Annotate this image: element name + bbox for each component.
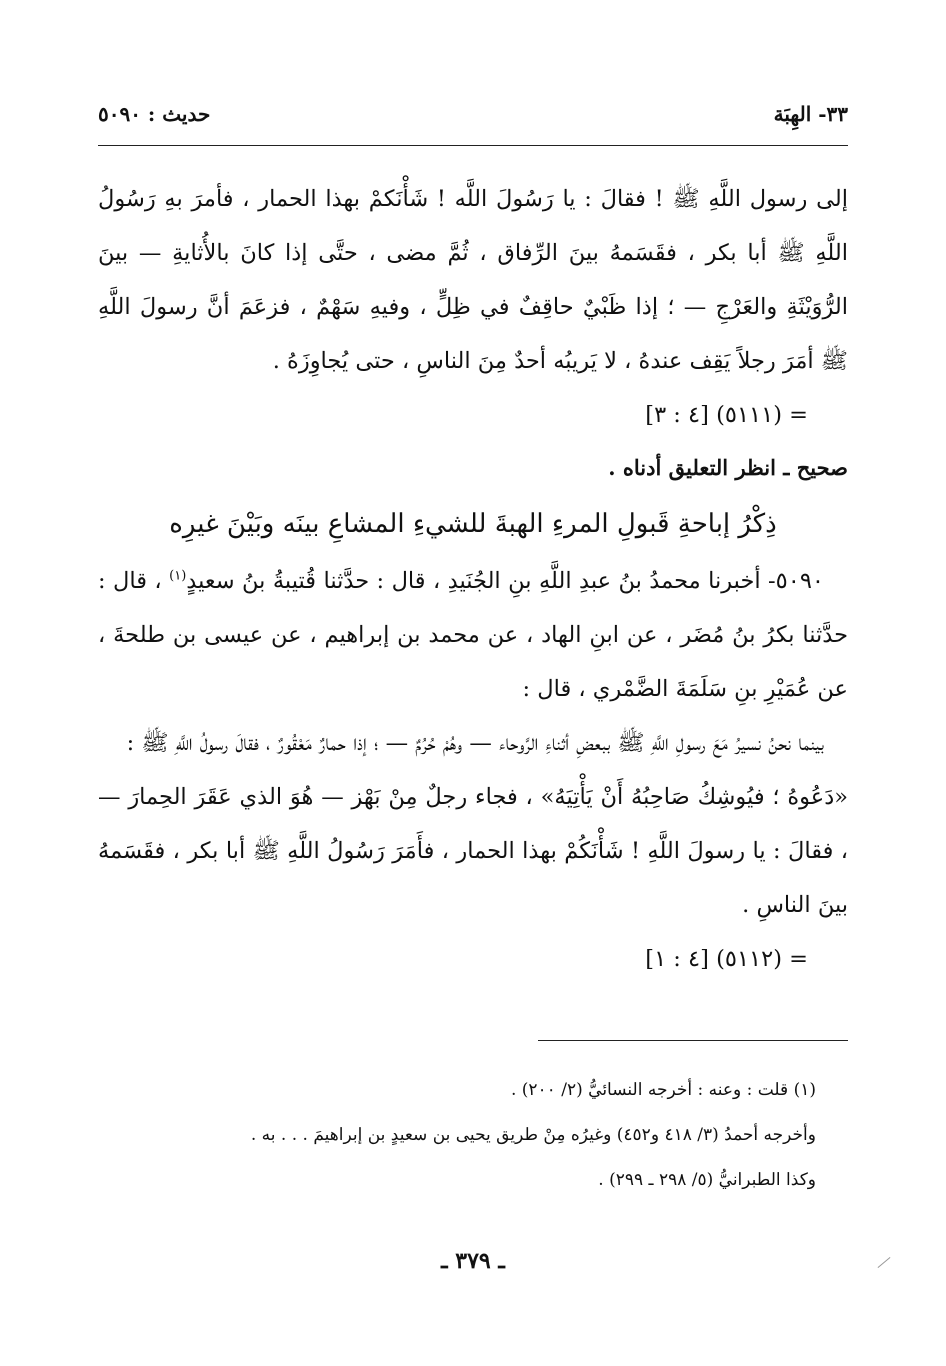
main-text (98, 172, 848, 986)
running-header (98, 98, 848, 138)
header-divider (98, 145, 848, 146)
chapter-heading: ٣٣- الهِبَة (773, 102, 848, 126)
grading-note: صحيح ـ انظر التعليق أدناه . (608, 455, 848, 480)
footnotes (98, 1068, 816, 1203)
section-title: ذِكْرُ إباحةِ قَبولِ المرءِ الهبةَ للشيءِ المشاعِ بينَه وبَيْنَ غيرِه (169, 509, 777, 539)
footnote-divider (538, 1040, 848, 1041)
page-number: ـ ٣٧٩ ـ (441, 1248, 505, 1274)
cross-reference-2-text: = (٥١١٢) [٤ : ١] (645, 946, 808, 972)
footnote-line-1: (١) قلت : وعنه : أخرجه النسائيُّ (٢/ ٢٠٠) . (510, 1080, 816, 1100)
isnad-paragraph (98, 554, 848, 716)
hadith-continuation-paragraph: إلى رسول اللَّهِ ﷺ ! فقالَ : يا رَسُولَ اللَّه ! شَأْنَكمْ بهذا الحمار ، فأمرَ بهِ رَسُولُ اللَّهِ ﷺ أبا بكر ، فقَسَمهُ بينَ الرِّفاق ، ثُمَّ مضى ، حتَّى إذا كانَ بالأُثايةِ — بينَ الرُّوَيْثَةِ والعَرْجِ — ؛ إذا ظَبْيٌ حاقِفٌ في ظِلٍّ ، وفيهِ سَهْمٌ ، فزعَمَ أنَّ رسولَ اللَّهِ ﷺ أمَرَ رجلاً يَقِف عندهُ ، لا يَريبُه أحدٌ مِنَ الناسِ ، حتى يُجاوِزَهُ . (98, 186, 848, 374)
footnote-line-3: وكذا الطبرانيُّ (٥/ ٢٩٨ ـ ٢٩٩) . (598, 1170, 816, 1190)
cross-reference-2 (98, 932, 848, 986)
cross-reference-1 (98, 388, 848, 442)
matn-paragraph-1: بينما نحنُ نسيرُ مَعَ رسولِ اللَّهِ ﷺ ببعضِ أثناءِ الرَّوحاء — وهُمْ حُرُمٌ — ؛ إذا حمارٌ مَعْقُورٌ ، فقالَ رسولُ اللَّهِ ﷺ : (126, 730, 824, 756)
hadith-reference: حديث : ٥٠٩٠ (98, 102, 211, 126)
footnote-line-2: وأخرجه أحمدُ (٣/ ٤١٨ و٤٥٢) وغيرُه مِنْ طريق يحيى بن سعيدٍ بن إبراهيمَ . . . به . (250, 1125, 816, 1145)
cross-reference-1-text: = (٥١١١) [٤ : ٣] (645, 402, 808, 428)
matn-paragraph-2: «دَعُوهُ ؛ فيُوشِكُ صَاحِبُهُ أَنْ يَأْتِيَهُ» ، فجاء رجلٌ مِنْ بَهْز — هُوَ الذي عَقَرَ الحِمارَ — ، فقالَ : يا رسولَ اللَّهِ ! شَأْنَكُمْ بهذا الحمار ، فأَمَرَ رَسُولُ اللَّهِ ﷺ أبا بكر ، فقَسَمهُ بينَ الناسِ . (98, 784, 848, 918)
footnote-marker: (١) (169, 568, 187, 584)
isnad-end: ، قال : حدَّثنا بكرُ بنُ مُضَر ، عن ابنِ الهاد ، عن محمد بن إبراهيم ، عن عيسى بن طلحةَ ، عن عُمَيْرِ بنِ سَلَمَةَ الضَّمْري ، قال : (98, 568, 848, 702)
isnad-start: ٥٠٩٠- أخبرنا محمدُ بنُ عبدِ اللَّهِ بنِ الجُنَيدِ ، قال : حدَّثنا قُتيبةُ بنُ سعيدٍ (186, 568, 825, 594)
